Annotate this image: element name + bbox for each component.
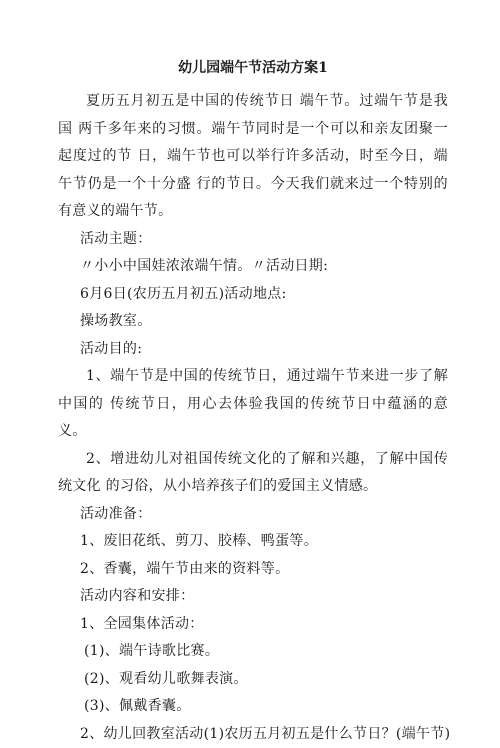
goal-item-2: 2、增进幼儿对祖国传统文化的了解和兴趣，了解中国传统文化 的习俗，从小培养孩子们的爱国主义情感。 [58,446,448,501]
goal-item-1: 1、端午节是中国的传统节日，通过端午节来进一步了解中国的 传统节日，用心去体验我国的传统节日中蕴涵的意义。 [58,363,448,446]
theme-line: 〃小小中国娃浓浓端午情。〃活动日期: [58,253,448,281]
document-title: 幼儿园端午节活动方案1 [58,58,448,78]
content-item-1: 1、全园集体活动： [58,611,448,639]
prep-item-1: 1、废旧花纸、剪刀、胶棒、鸭蛋等。 [58,528,448,556]
content-subitem-2: (2)、观看幼儿歌舞表演。 [58,666,448,694]
content-heading: 活动内容和安排： [58,583,448,611]
prep-heading: 活动准备： [58,501,448,529]
theme-heading: 活动主题： [58,226,448,254]
prep-item-2: 2、香囊，端午节由来的资料等。 [58,556,448,584]
place-line: 操场教室。 [58,308,448,336]
date-line: 6月6日(农历五月初五)活动地点: [58,281,448,309]
intro-paragraph: 夏历五月初五是中国的传统节日 端午节。过端午节是我国 两千多年来的习惯。端午节同时是一个可以和亲友团聚一起度过的节 日，端午节也可以举行许多活动，时至今日，端午节仍是一个十分盛 行的节日。今天我们就来过一个特别的有意义的端午节。 [58,88,448,226]
content-subitem-3: (3)、佩戴香囊。 [58,693,448,721]
goal-heading: 活动目的: [58,336,448,364]
content-subitem-1: (1)、端午诗歌比赛。 [58,638,448,666]
content-item-2: 2、幼儿回教室活动(1)农历五月初五是什么节日？(端午节) [58,721,448,748]
